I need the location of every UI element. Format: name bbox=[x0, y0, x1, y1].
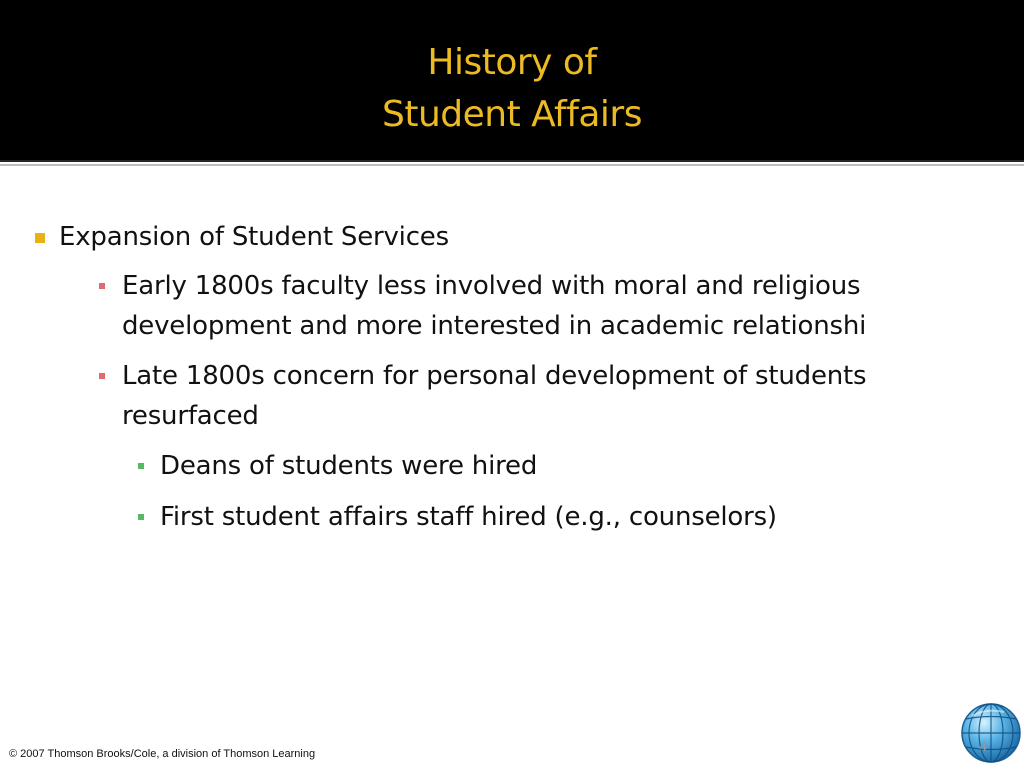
square-bullet-icon bbox=[99, 283, 105, 289]
slide-header bbox=[0, 0, 1024, 160]
bullet-text: Expansion of Student Services bbox=[59, 222, 449, 252]
square-bullet-icon bbox=[99, 373, 105, 379]
copyright-text: © 2007 Thomson Brooks/Cole, a division of Thomson Learning bbox=[9, 748, 316, 760]
square-bullet-icon bbox=[138, 514, 144, 520]
header-divider-light bbox=[0, 164, 1024, 166]
header-divider-dark bbox=[0, 160, 1024, 162]
slide-title bbox=[0, 37, 1024, 141]
bullet-item-level1 bbox=[59, 217, 449, 257]
square-bullet-icon bbox=[35, 233, 45, 243]
globe-icon bbox=[960, 702, 1022, 764]
bullet-item-level2 bbox=[122, 266, 962, 346]
title-line-2: Student Affairs bbox=[382, 94, 642, 135]
bullet-text: Late 1800s concern for personal development of students resurfaced bbox=[122, 361, 867, 431]
bullet-item-level3 bbox=[160, 497, 777, 537]
bullet-text: Early 1800s faculty less involved with moral and religious development and more interested in academic relationshi bbox=[122, 271, 867, 341]
square-bullet-icon bbox=[138, 463, 144, 469]
bullet-text: Deans of students were hired bbox=[160, 451, 538, 481]
title-line-1: History of bbox=[427, 42, 597, 83]
bullet-item-level2 bbox=[122, 356, 962, 436]
bullet-text: First student affairs staff hired (e.g., counselors) bbox=[160, 502, 777, 532]
bullet-item-level3 bbox=[160, 446, 537, 486]
page-number: 4 bbox=[979, 738, 987, 755]
